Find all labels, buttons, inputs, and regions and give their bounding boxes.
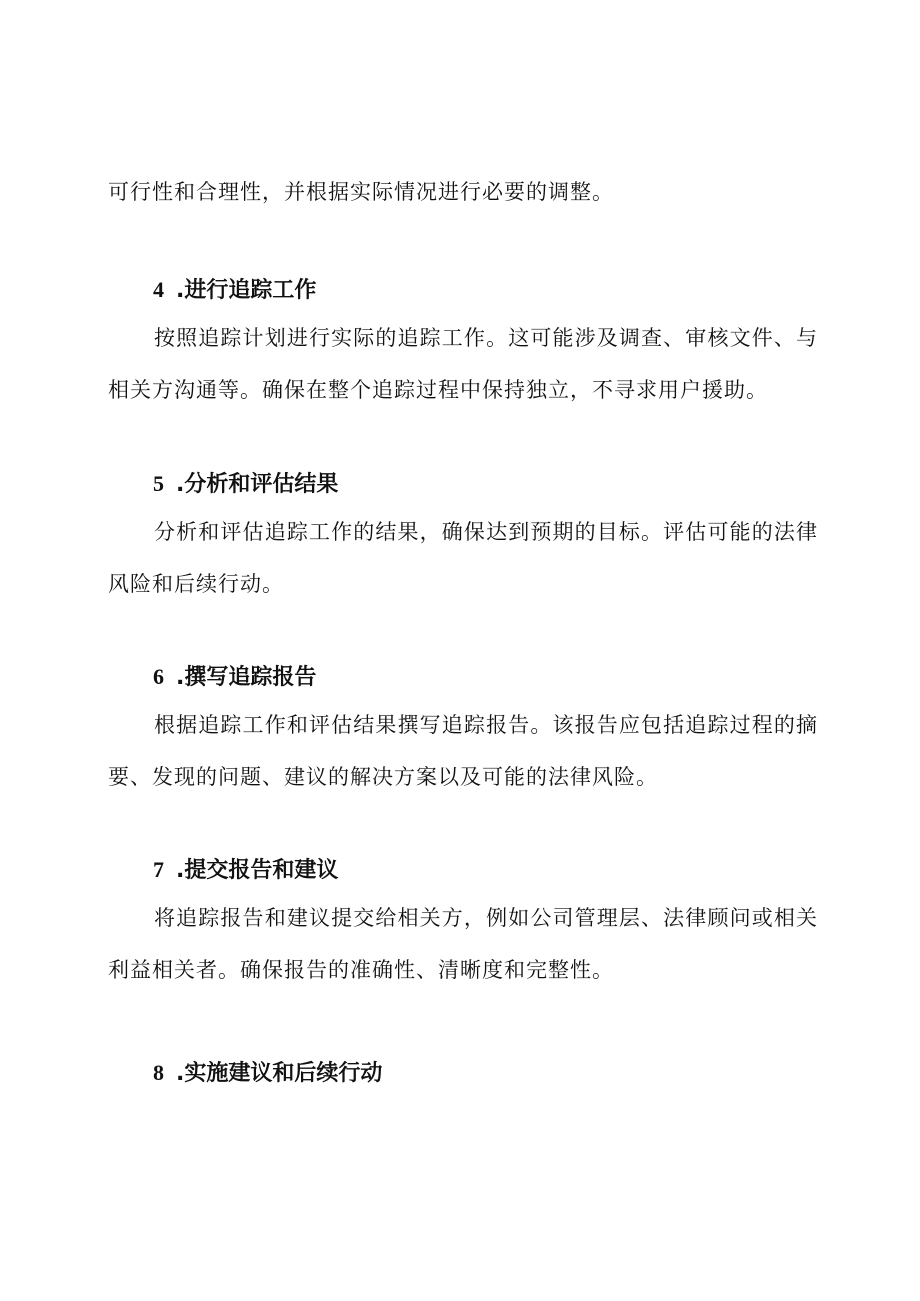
- section-title: .提交报告和建议: [176, 858, 339, 883]
- section-body-7: 将追踪报告和建议提交给相关方，例如公司管理层、法律顾问或相关利益相关者。确保报告的准确性、清晰度和完整性。: [108, 906, 818, 982]
- section-number: 4: [153, 277, 164, 302]
- section-heading-7: [153, 855, 338, 886]
- section-heading-5: [153, 469, 338, 500]
- section-body-6: 根据追踪工作和评估结果撰写追踪报告。该报告应包括追踪过程的摘要、发现的问题、建议的解决方案以及可能的法律风险。: [108, 713, 818, 789]
- section-title: .分析和评估结果: [176, 472, 339, 497]
- section-number: 8: [153, 1060, 164, 1085]
- section-number: 5: [153, 471, 164, 496]
- section-heading-8: [153, 1058, 382, 1089]
- continued-paragraph: 可行性和合理性，并根据实际情况进行必要的调整。: [108, 180, 614, 204]
- section-number: 7: [153, 857, 164, 882]
- section-body-5: 分析和评估追踪工作的结果，确保达到预期的目标。评估可能的法律风险和后续行动。: [108, 520, 818, 596]
- section-title: .实施建议和后续行动: [176, 1061, 383, 1086]
- section-heading-6: [153, 662, 316, 693]
- section-title: .进行追踪工作: [176, 278, 317, 303]
- section-heading-4: [153, 275, 316, 306]
- section-body-4: 按照追踪计划进行实际的追踪工作。这可能涉及调查、审核文件、与相关方沟通等。确保在整个追踪过程中保持独立，不寻求用户援助。: [108, 326, 818, 402]
- section-title: .撰写追踪报告: [176, 665, 317, 690]
- section-number: 6: [153, 664, 164, 689]
